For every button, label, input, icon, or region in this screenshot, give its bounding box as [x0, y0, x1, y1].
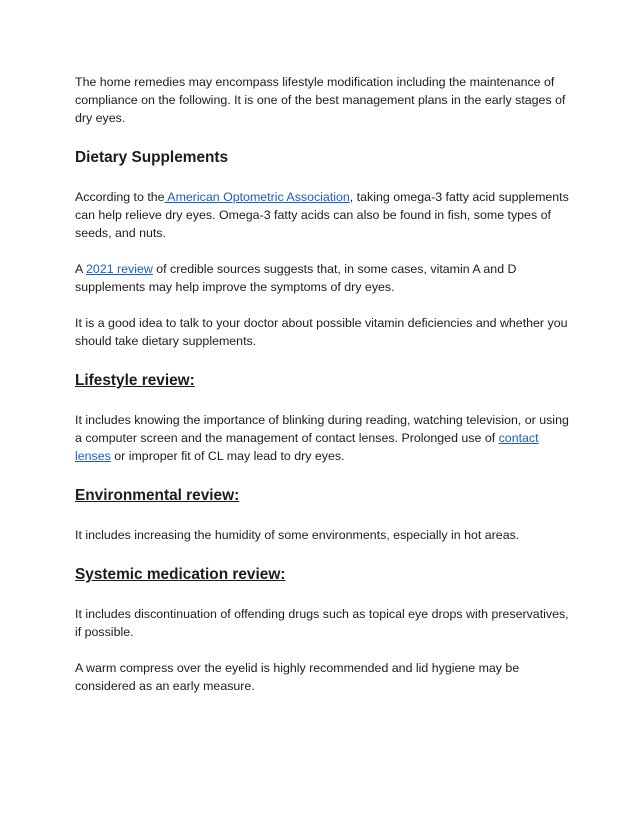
dietary-p1-text-after: , taking omega-3 fatty acid supplements can help relieve dry eyes. Omega-3 fatty acids can also be found in fish, some types of seeds, and nuts. [75, 190, 569, 240]
lifestyle-text-before: It includes knowing the importance of blinking during reading, watching television, or using a computer screen and the management of contact lenses. Prolonged use of [75, 413, 569, 445]
document-body [75, 73, 575, 695]
heading-systemic-medication-review: Systemic medication review: [75, 566, 286, 583]
review-2021-link[interactable]: 2021 review [86, 262, 153, 276]
dietary-p2-text-after: of credible sources suggests that, in some cases, vitamin A and D supplements may help improve the symptoms of dry eyes. [75, 262, 517, 294]
dietary-paragraph-2 [75, 260, 575, 296]
dietary-paragraph-1 [75, 188, 575, 242]
heading-dietary-supplements: Dietary Supplements [75, 149, 229, 166]
contact-lenses-link[interactable]: contact lenses [75, 431, 539, 463]
heading-lifestyle-review: Lifestyle review: [75, 372, 195, 389]
dietary-p1-text-before: According to the [75, 190, 165, 204]
environmental-paragraph: It includes increasing the humidity of some environments, especially in hot areas. [75, 528, 520, 542]
systemic-paragraph-1: It includes discontinuation of offending drugs such as topical eye drops with preservatives, if possible. [75, 607, 569, 639]
lifestyle-text-after: or improper fit of CL may lead to dry eyes. [110, 449, 345, 463]
dietary-p2-text-before: A [75, 262, 87, 276]
lifestyle-paragraph [75, 411, 575, 465]
systemic-paragraph-2: A warm compress over the eyelid is highly recommended and lid hygiene may be considered as an early measure. [75, 661, 520, 693]
dietary-paragraph-3: It is a good idea to talk to your doctor about possible vitamin deficiencies and whether you should take dietary supplements. [75, 316, 568, 348]
heading-environmental-review: Environmental review: [75, 487, 240, 504]
intro-paragraph: The home remedies may encompass lifestyle modification including the maintenance of compliance on the following. It is one of the best management plans in the early stages of dry eyes. [75, 75, 566, 125]
american-optometric-association-link[interactable]: American Optometric Association [164, 190, 350, 204]
